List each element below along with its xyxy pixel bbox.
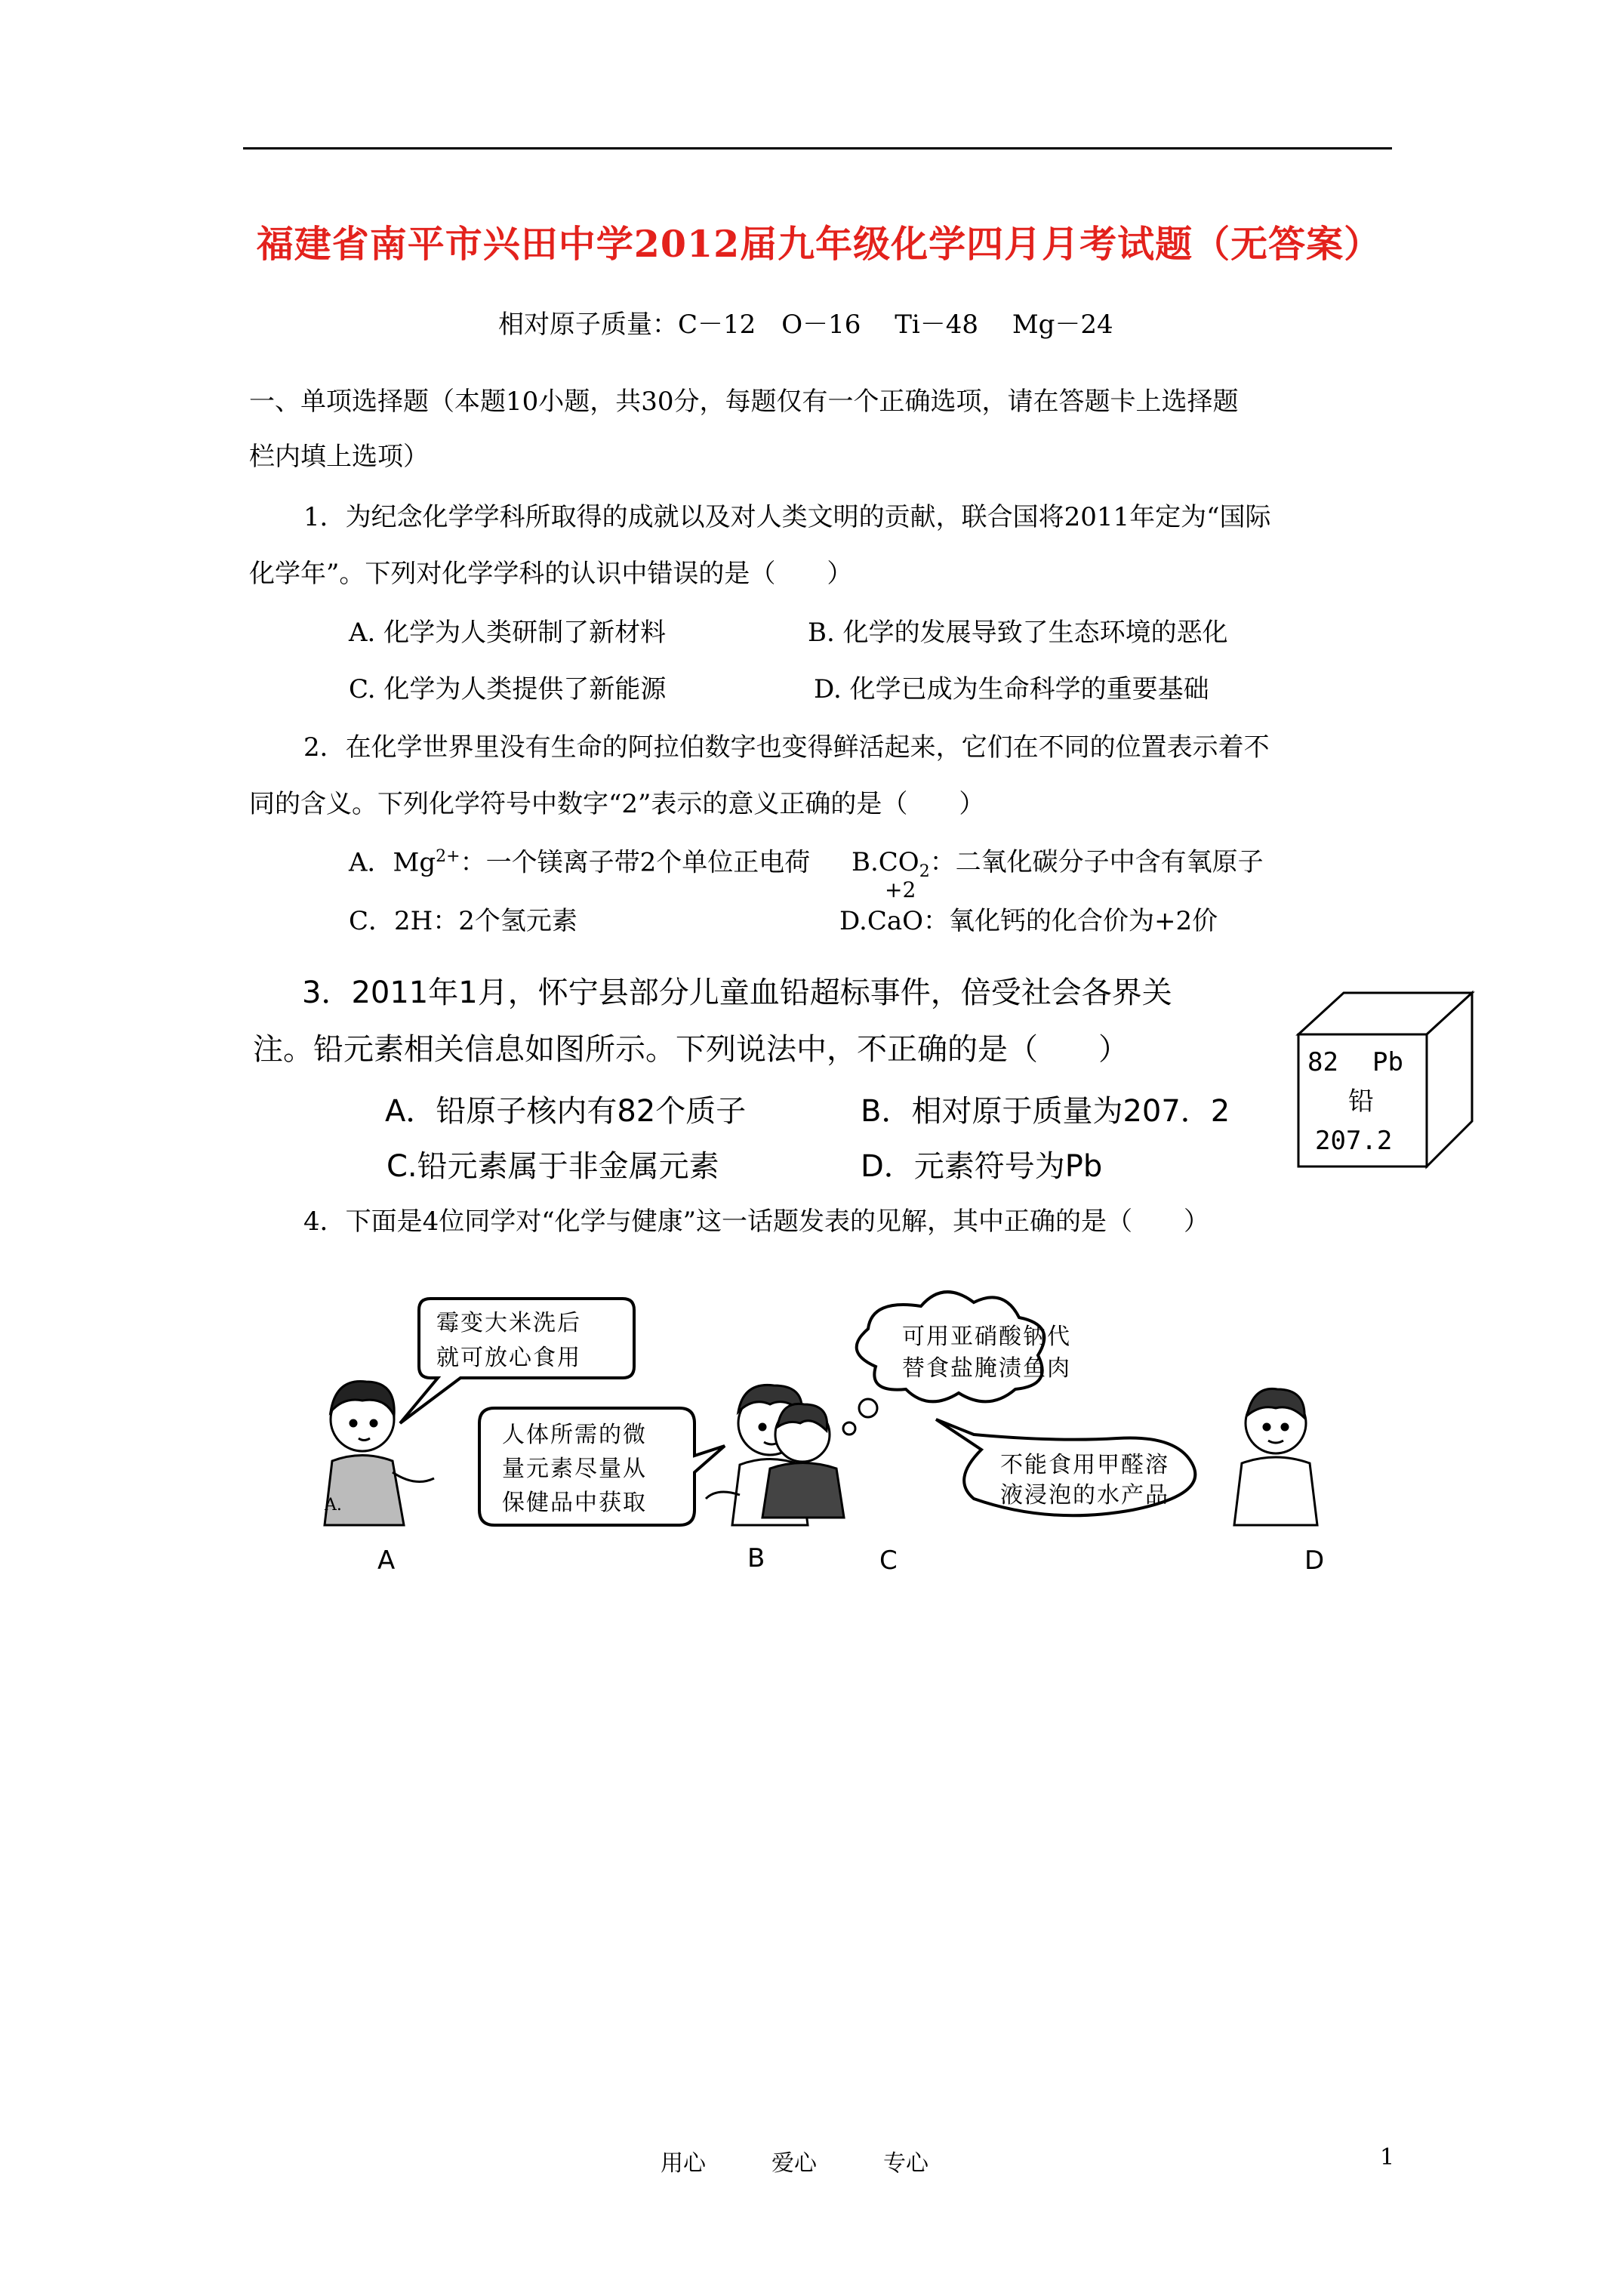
q2-d-valence: +2 [885,877,916,902]
page-number: 1 [1380,2144,1395,2171]
q1-option-d: D. 化学已成为生命科学的重要基础 [814,674,1209,704]
q2-a-text: ：一个镁离子带2个单位正电荷 [460,847,811,878]
label-a: A [377,1546,396,1576]
section-heading-line2: 栏内填上选项） [249,442,429,472]
q1-option-c: C. 化学为人类提供了新能源 [349,674,667,704]
section-heading-line1: 一、单项选择题（本题10小题，共30分，每题仅有一个正确选项，请在答题卡上选择题 [249,387,1239,417]
footer-right: 专心 [883,2150,929,2177]
cube-atomic-number: 82 [1307,1047,1338,1077]
q2-b-formula: B.CO [852,847,919,877]
bubble-c [843,1292,1071,1435]
page-title: 福建省南平市兴田中学2012届九年级化学四月月考试题（无答案） [256,222,1382,266]
bubble-c-line2: 替食盐腌渍鱼肉 [902,1355,1071,1382]
q2-b-text: ：二氧化碳分子中含有氧原子 [929,847,1264,877]
cube-element-name: 铅 [1348,1086,1374,1117]
atomic-masses: 相对原子质量：C－12 O－16 Ti－48 Mg－24 [498,310,1113,340]
q2-stem-line1: 2．在化学世界里没有生命的阿拉伯数字也变得鲜活起来，它们在不同的位置表示着不 [303,732,1270,763]
q2-option-d: D.CaO：氧化钙的化合价为+2价 [839,906,1218,936]
q1-stem-line1: 1．为纪念化学学科所取得的成就以及对人类文明的贡献，联合国将2011年定为“国际 [303,502,1271,532]
bubble-a [400,1299,634,1423]
bubble-b [479,1408,725,1525]
bubble-d-line2: 液浸泡的水产品 [1000,1482,1169,1509]
bubble-a-line2: 就可放心食用 [436,1345,581,1371]
q4-cartoon-figure [317,1284,1389,1586]
q3-stem-line2: 注。铅元素相关信息如图所示。下列说法中，不正确的是（ ） [253,1032,1129,1067]
q3-option-a: A．铅原子核内有82个质子 [385,1094,747,1129]
header-rule [243,147,1392,149]
bubble-b-line1: 人体所需的微 [502,1422,647,1448]
bubble-d-line1: 不能食用甲醛溶 [1000,1452,1169,1478]
q2-option-a [349,847,810,878]
bubble-b-line3: 保健品中获取 [502,1490,647,1516]
bubble-d [936,1419,1195,1515]
label-c: C [879,1546,898,1576]
small-a-label: A. [325,1496,342,1515]
bubble-c-line1: 可用亚硝酸钠代 [902,1324,1071,1350]
q1-option-a: A. 化学为人类研制了新材料 [349,618,667,648]
footer-left: 用心 [661,2150,706,2177]
q2-a-charge: 2+ [436,847,460,866]
q2-b-subscript: 2 [919,861,930,881]
label-b: B [747,1543,765,1573]
footer-mid: 爱心 [771,2150,817,2177]
q2-option-c: C．2H：2个氢元素 [349,906,577,936]
person-d [1234,1388,1317,1525]
q3-option-d: D．元素符号为Pb [861,1149,1103,1184]
label-d: D [1304,1546,1325,1576]
q2-stem-line2: 同的含义。下列化学符号中数字“2”表示的意义正确的是（ ） [249,789,985,819]
q3-stem-line1: 3．2011年1月，怀宁县部分儿童血铅超标事件，倍受社会各界关 [302,975,1172,1010]
q2-a-formula: A．Mg [349,847,436,878]
q1-stem-line2: 化学年”。下列对化学学科的认识中错误的是（ ） [249,559,853,589]
cube-atomic-mass: 207.2 [1315,1126,1393,1156]
bubble-b-line2: 量元素尽量从 [502,1456,647,1482]
q1-option-b: B. 化学的发展导致了生态环境的恶化 [808,618,1228,648]
cube-symbol: Pb [1372,1047,1403,1077]
q4-stem: 4．下面是4位同学对“化学与健康”这一话题发表的见解，其中正确的是（ ） [303,1207,1210,1237]
lead-element-cube [1283,982,1480,1178]
bubble-a-line1: 霉变大米洗后 [436,1310,581,1336]
q3-option-b: B．相对原于质量为207．2 [861,1094,1230,1129]
q3-option-c: C.铅元素属于非金属元素 [387,1149,719,1184]
